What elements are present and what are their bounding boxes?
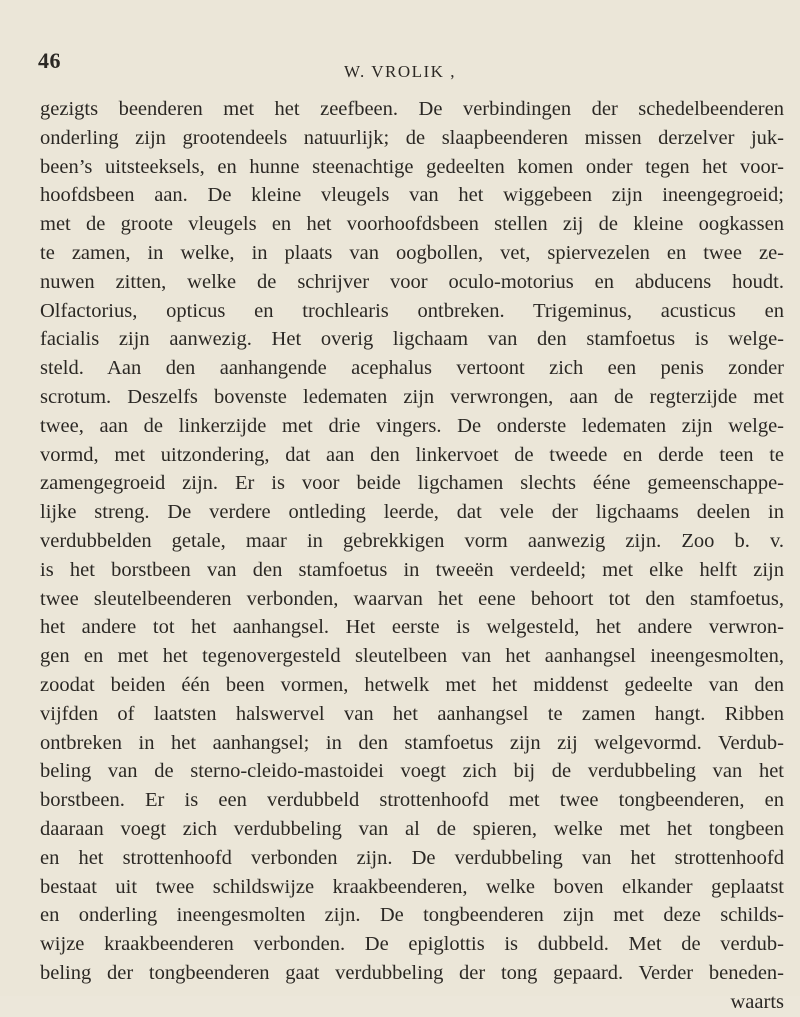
text-line: hoofdsbeen aan. De kleine vleugels van het wiggebeen zijn ineengegroeid; <box>40 184 784 207</box>
running-head: W. VROLIK , <box>344 62 456 81</box>
text-line: been’s uitsteeksels, en hunne steenachtige gedeelten komen onder tegen het voor- <box>40 155 784 178</box>
text-line: en onderling ineengesmolten zijn. De tongbeenderen zijn met deze schilds- <box>40 904 784 927</box>
body-text <box>40 95 784 1017</box>
text-line: steld. Aan den aanhangende acephalus vertoont zich een penis zonder <box>40 357 784 380</box>
catchword: waarts <box>730 990 784 1013</box>
text-line: borstbeen. Er is een verdubbeld strottenhoofd met twee tongbeenderen, en <box>40 789 784 812</box>
text-line: gen en met het tegenovergesteld sleutelbeen van het aanhangsel ineengesmolten, <box>40 645 784 668</box>
text-line: het andere tot het aanhangsel. Het eerste is welgesteld, het andere verwron- <box>40 616 784 639</box>
text-line: is het borstbeen van den stamfoetus in tweeën verdeeld; met elke helft zijn <box>40 558 784 581</box>
text-line: lijke streng. De verdere ontleding leerde, dat vele der ligchaams deelen in <box>40 501 784 524</box>
text-line: Olfactorius, opticus en trochlearis ontbreken. Trigeminus, acusticus en <box>40 299 784 322</box>
page-number: 46 <box>38 48 61 73</box>
text-line: vormd, met uitzondering, dat aan den linkervoet de tweede en derde teen te <box>40 443 784 466</box>
text-line: beling der tongbeenderen gaat verdubbeling der tong gepaard. Verder beneden- <box>40 961 784 984</box>
text-line: onderling zijn grootendeels natuurlijk; de slaapbeenderen missen derzelver juk- <box>40 126 784 149</box>
text-line: nuwen zitten, welke de schrijver voor oculo-motorius en abducens houdt. <box>40 270 784 293</box>
text-line: beling van de sterno-cleido-mastoidei voegt zich bij de verdubbeling van het <box>40 760 784 783</box>
text-line: verdubbelden getale, maar in gebrekkigen vorm aanwezig zijn. Zoo b. v. <box>40 529 784 552</box>
text-line: twee, aan de linkerzijde met drie vingers. De onderste ledematen zijn welge- <box>40 414 784 437</box>
text-line: facialis zijn aanwezig. Het overig ligchaam van den stamfoetus is welge- <box>40 328 784 351</box>
text-line: scrotum. Deszelfs bovenste ledematen zijn verwrongen, aan de regterzijde met <box>40 385 784 408</box>
text-line: bestaat uit twee schildswijze kraakbeenderen, welke boven elkander geplaatst <box>40 875 784 898</box>
text-line: vijfden of laatsten halswervel van het aanhangsel te zamen hangt. Ribben <box>40 702 784 725</box>
text-line: zamengegroeid zijn. Er is voor beide ligchamen slechts ééne gemeenschappe- <box>40 472 784 495</box>
text-line: gezigts beenderen met het zeefbeen. De verbindingen der schedelbeenderen <box>40 98 784 120</box>
text-line: zoodat beiden één been vormen, hetwelk met het middenst gedeelte van den <box>40 673 784 696</box>
text-line: ontbreken in het aanhangsel; in den stamfoetus zijn zij welgevormd. Verdub- <box>40 731 784 754</box>
text-line: daaraan voegt zich verdubbeling van al de spieren, welke met het tongbeen <box>40 817 784 840</box>
text-line: twee sleutelbeenderen verbonden, waarvan het eene behoort tot den stamfoetus, <box>40 587 784 610</box>
text-line: met de groote vleugels en het voorhoofdsbeen stellen zij de kleine oogkassen <box>40 213 784 236</box>
text-line: wijze kraakbeenderen verbonden. De epiglottis is dubbeld. Met de verdub- <box>40 933 784 956</box>
text-line: te zamen, in welke, in plaats van oogbollen, vet, spiervezelen en twee ze- <box>40 241 784 264</box>
text-line: en het strottenhoofd verbonden zijn. De verdubbeling van het strottenhoofd <box>40 846 784 869</box>
